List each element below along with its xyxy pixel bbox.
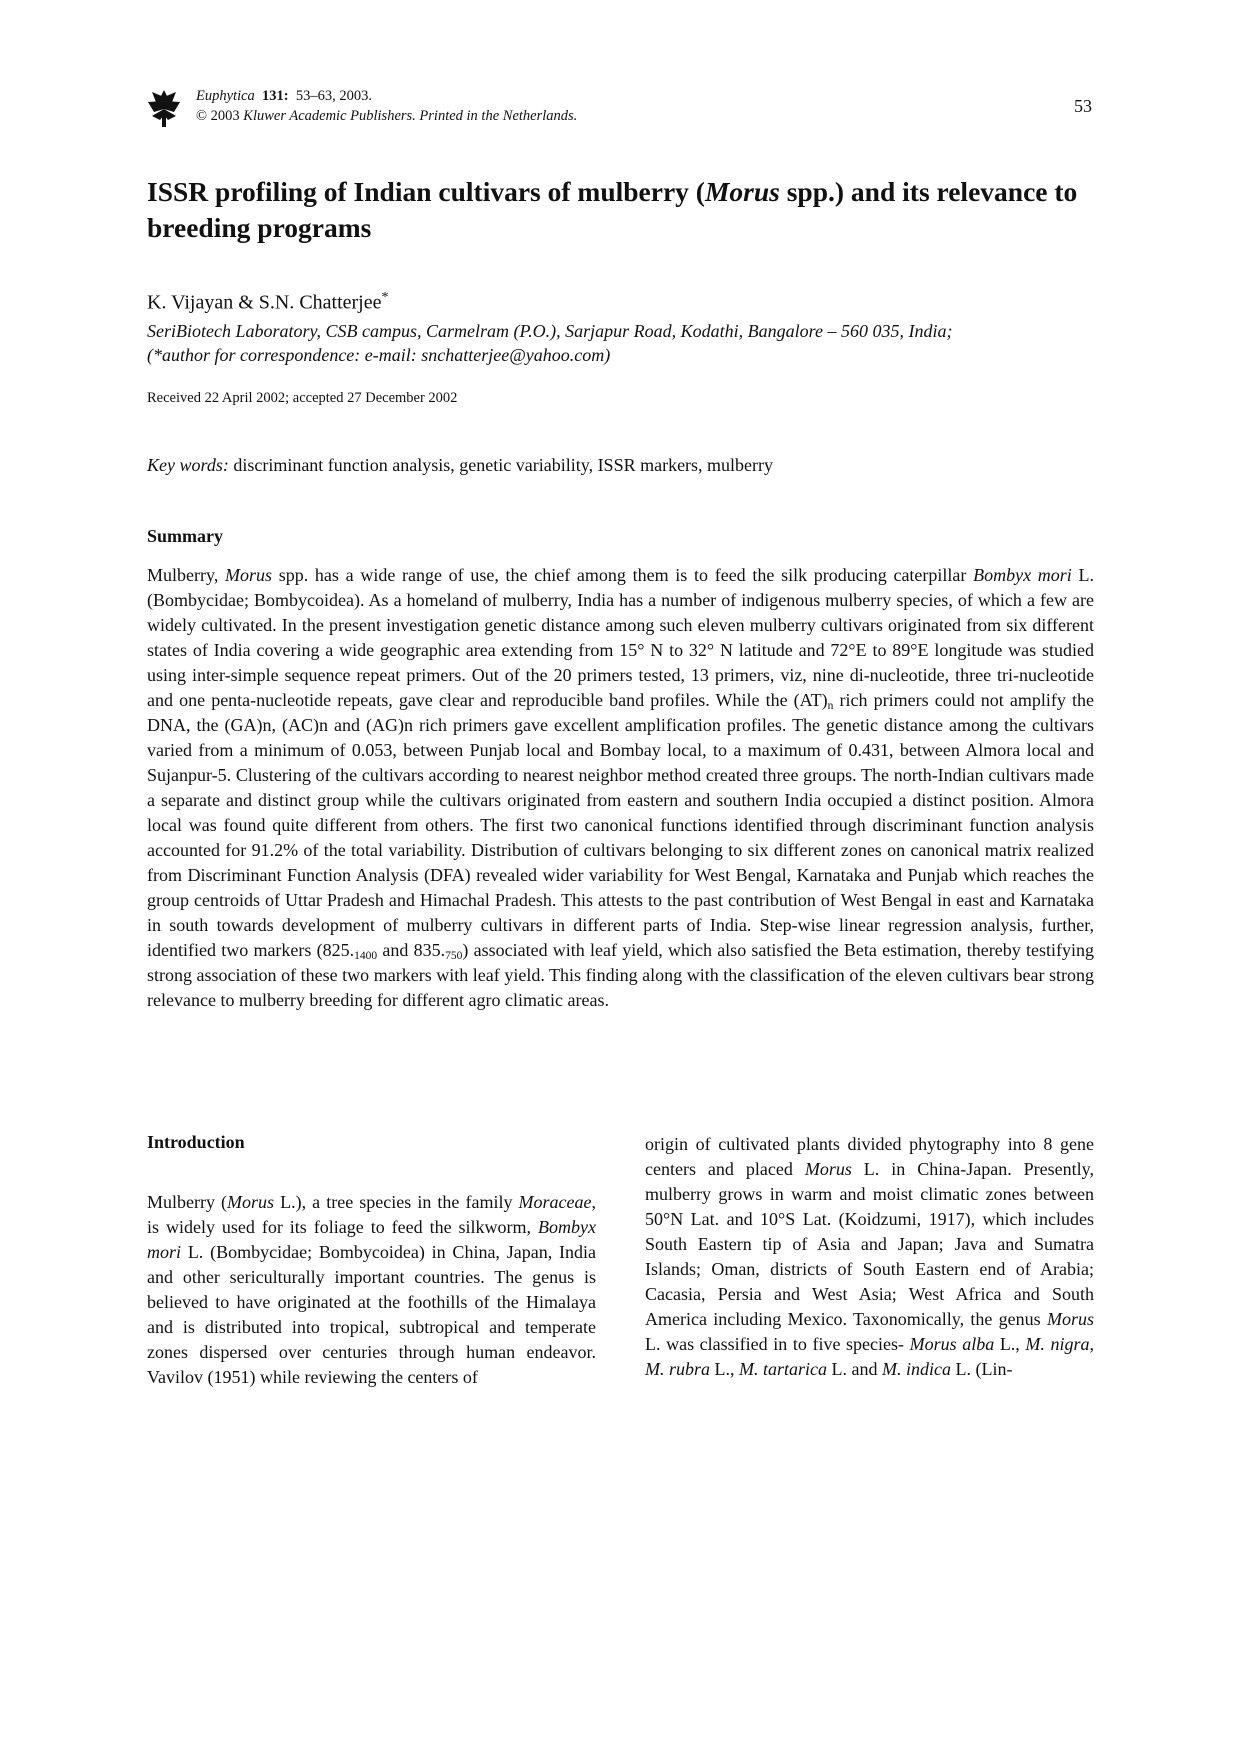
journal-citation xyxy=(196,86,577,126)
affiliation: SeriBiotech Laboratory, CSB campus, Carmelram (P.O.), Sarjapur Road, Kodathi, Bangalore – 560 035, India; (*author for correspondence: e-mail: snchatterjee@yahoo.com) xyxy=(147,321,953,365)
summary-text: Mulberry, Morus spp. has a wide range of use, the chief among them is to feed the silk producing caterpillar Bombyx mori L. (Bombycidae; Bombycoidea). As a homeland of mulberry, India has a number of indigenous mulberry species, of which a few are widely cultivated. In the present investigation genetic distance among such eleven mulberry cultivars originated from six different states of India covering a wide geographic area extending from 15° N to 32° N latitude and 72°E to 89°E longitude was studied using inter-simple sequence repeat primers. Out of the 20 primers tested, 13 primers, viz, nine di-nucleotide, three tri-nucleotide and one penta-nucleotide repeats, gave clear and reproducible band profiles. While the $(AT)_n$ rich primers could not amplify the DNA, the (GA)n, (AC)n and (AG)n rich primers gave excellent amplification profiles. The genetic distance among the cultivars varied from a minimum of 0.053, between Punjab local and Bombay local, to a maximum of 0.431, between Almora local and Sujanpur-5. Clustering of the cultivars according to nearest neighbor method created three groups. The north-Indian cultivars made a separate and distinct group while the cultivars originated from eastern and southern India occupied a distinct position. Almora local was found quite different from others. The first two canonical functions identified through discriminant function analysis accounted for 91.2% of the total variability. Distribution of cultivars belonging to six different zones on canonical matrix realized from Discriminant Function Analysis (DFA) revealed wider variability for West Bengal, Karnataka and Punjab which reaches the group centroids of Uttar Pradesh and Himachal Pradesh. This attests to the past contribution of West Bengal in east and Karnataka in south towards development of mulberry cultivars in different parts of India. Step-wise linear regression analysis, further, identified two markers ($825._{1400}$ and $835._{750}$) associated with leaf yield, which also satisfied the Beta estimation, thereby testifying strong association of these two markers with leaf yield. This finding along with the classification of the eleven cultivars bear strong relevance to mulberry breeding for different agro climatic areas. xyxy=(147,565,1095,1010)
copyright: © 2003 xyxy=(196,108,240,124)
summary-heading: Summary xyxy=(147,526,223,546)
publisher-logo-icon xyxy=(146,88,182,128)
keywords: Key words: discriminant function analysis, genetic variability, ISSR markers, mulberry xyxy=(147,455,774,475)
journal-pages: 53–63, 2003. xyxy=(295,88,373,104)
received-dates: Received 22 April 2002; accepted 27 December 2002 xyxy=(147,390,458,406)
introduction-left-column: Mulberry (Morus L.), a tree species in the family Moraceae, is widely used for its foliage to feed the silkworm, Bombyx mori L. (Bombycidae; Bombycoidea) in China, Japan, India and other sericulturally important countries. The genus is believed to have originated at the foothills of the Himalaya and is distributed into tropical, subtropical and temperate zones dispersed over centuries through human endeavor. Vavilov (1951) while reviewing the centers of xyxy=(147,1192,596,1387)
introduction-right-column: origin of cultivated plants divided phytography into 8 gene centers and placed Morus L. in China-Japan. Presently, mulberry grows in warm and moist climatic zones between 50°N Lat. and 10°S Lat. (Koidzumi, 1917), which includes South Eastern tip of Asia and Japan; Java and Sumatra Islands; Oman, districts of South Eastern end of Arabia; Cacasia, Persia and West Asia; West Africa and South America including Mexico. Taxonomically, the genus Morus L. was classified in to five species- Morus alba L., M. nigra, M. rubra L., M. tartarica L. and M. indica L. (Lin- xyxy=(645,1134,1095,1379)
introduction-heading: Introduction xyxy=(147,1132,245,1152)
journal-volume: 131: xyxy=(262,88,289,104)
publisher: Kluwer Academic Publishers. Printed in the Netherlands. xyxy=(243,108,578,124)
authors: K. Vijayan & S.N. Chatterjee* xyxy=(147,290,389,314)
page-number: 53 xyxy=(1074,96,1092,116)
journal-name: Euphytica xyxy=(196,88,255,104)
article-title: ISSR profiling of Indian cultivars of mulberry (Morus spp.) and its relevance to breeding programs xyxy=(147,176,1078,243)
